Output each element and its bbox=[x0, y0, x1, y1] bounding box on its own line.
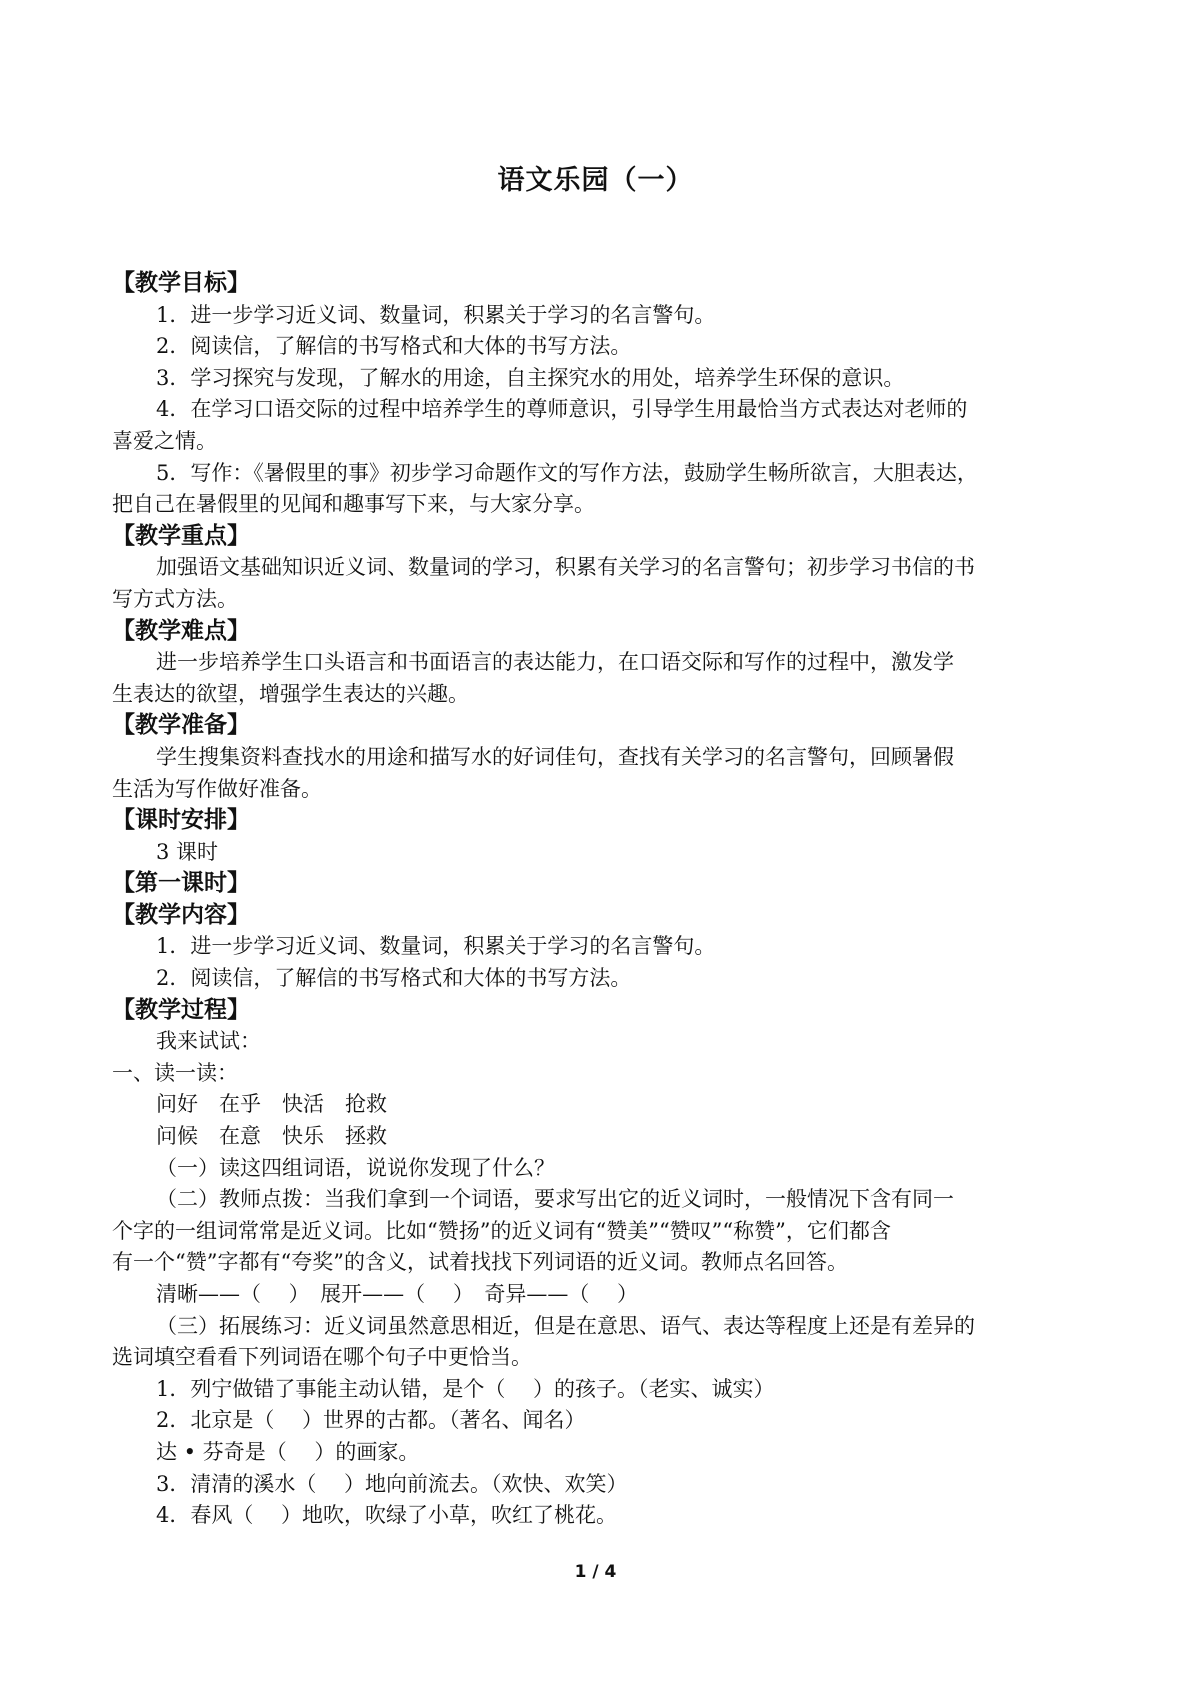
goal-line: 喜爱之情。 bbox=[112, 428, 217, 453]
section-heading-content: 【教学内容】 bbox=[112, 901, 250, 928]
key-line: 写方式方法。 bbox=[112, 586, 238, 611]
process-intro: 我来试试： bbox=[156, 1029, 261, 1054]
exercise-item: 1．列宁做错了事能主动认错，是个（ ）的孩子。（老实、诚实） bbox=[156, 1376, 775, 1401]
exercise-item: 3．清清的溪水（ ）地向前流去。（欢快、欢笑） bbox=[156, 1471, 628, 1496]
process-question: 个字的一组词常常是近义词。比如“赞扬”的近义词有“赞美”“赞叹”“称赞”，它们都含 bbox=[112, 1218, 891, 1243]
section-heading-prep: 【教学准备】 bbox=[112, 712, 250, 739]
section-heading-goals: 【教学目标】 bbox=[112, 270, 250, 296]
section-heading-first-lesson: 【第一课时】 bbox=[112, 870, 250, 897]
section-heading-difficult: 【教学难点】 bbox=[112, 617, 250, 644]
prep-line: 学生搜集资料查找水的用途和描写水的好词佳句，查找有关学习的名言警句，回顾暑假 bbox=[156, 744, 954, 769]
goal-line: 2．阅读信，了解信的书写格式和大体的书写方法。 bbox=[156, 334, 632, 359]
page-number: 1 / 4 bbox=[574, 1562, 617, 1582]
schedule-line: 3 课时 bbox=[156, 839, 219, 864]
exercise-item: 4．春风（ ）地吹，吹绿了小草，吹红了桃花。 bbox=[156, 1503, 618, 1528]
goal-line: 4．在学习口语交际的过程中培养学生的尊师意识，引导学生用最恰当方式表达对老师的 bbox=[156, 397, 968, 422]
section-heading-key: 【教学重点】 bbox=[112, 522, 250, 549]
prep-line: 生活为写作做好准备。 bbox=[112, 776, 322, 801]
process-question: 有一个“赞”字都有“夸奖”的含义，试着找找下列词语的近义词。教师点名回答。 bbox=[112, 1250, 848, 1275]
process-question: 选词填空看看下列词语在哪个句子中更恰当。 bbox=[112, 1345, 532, 1370]
process-step-1: 一、读一读： bbox=[112, 1060, 238, 1085]
content-line: 2．阅读信，了解信的书写格式和大体的书写方法。 bbox=[156, 966, 632, 991]
key-line: 加强语文基础知识近义词、数量词的学习，积累有关学习的名言警句；初步学习书信的书 bbox=[156, 555, 975, 580]
goal-line: 5．写作：《暑假里的事》初步学习命题作文的写作方法，鼓励学生畅所欲言，大胆表达， bbox=[156, 460, 978, 485]
blank-exercise: 清晰——（ ） 展开——（ ） 奇异——（ ） bbox=[156, 1282, 639, 1306]
process-question: （一）读这四组词语，说说你发现了什么？ bbox=[156, 1155, 555, 1180]
difficult-line: 生表达的欲望，增强学生表达的兴趣。 bbox=[112, 681, 469, 706]
section-heading-schedule: 【课时安排】 bbox=[112, 807, 250, 834]
goal-line: 1．进一步学习近义词、数量词，积累关于学习的名言警句。 bbox=[156, 302, 716, 327]
exercise-item: 达 • 芬奇是（ ）的画家。 bbox=[156, 1439, 420, 1464]
goal-line: 3．学习探究与发现，了解水的用途，自主探究水的用处，培养学生环保的意识。 bbox=[156, 365, 905, 390]
word-group-row: 问好 在乎 快活 抢救 bbox=[156, 1092, 387, 1117]
page-title: 语文乐园（一） bbox=[497, 165, 694, 196]
section-heading-process: 【教学过程】 bbox=[112, 996, 250, 1023]
word-group-row: 问候 在意 快乐 拯救 bbox=[156, 1124, 387, 1149]
goal-line: 把自己在暑假里的见闻和趣事写下来，与大家分享。 bbox=[112, 492, 595, 517]
exercise-item: 2．北京是（ ）世界的古都。（著名、闻名） bbox=[156, 1408, 586, 1433]
process-question: （三）拓展练习：近义词虽然意思相近，但是在意思、语气、表达等程度上还是有差异的 bbox=[156, 1313, 975, 1338]
process-question: （二）教师点拨：当我们拿到一个词语，要求写出它的近义词时，一般情况下含有同一 bbox=[156, 1187, 954, 1212]
content-line: 1．进一步学习近义词、数量词，积累关于学习的名言警句。 bbox=[156, 934, 716, 959]
document-body bbox=[112, 268, 1087, 1532]
difficult-line: 进一步培养学生口头语言和书面语言的表达能力，在口语交际和写作的过程中，激发学 bbox=[156, 650, 954, 675]
